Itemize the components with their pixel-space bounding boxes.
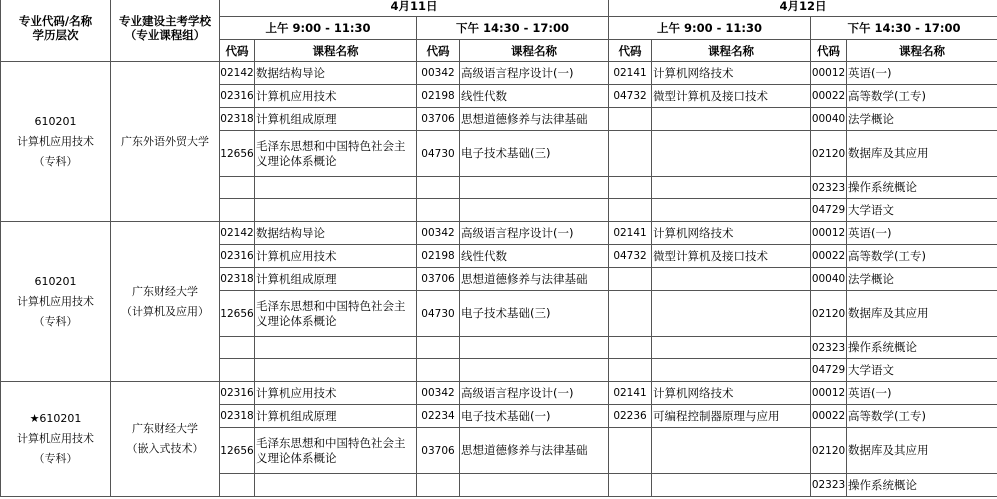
course-name-cell: 毛泽东思想和中国特色社会主义理论体系概论 (255, 131, 417, 177)
course-code-cell (609, 131, 652, 177)
course-code-cell: 04730 (417, 131, 460, 177)
course-name-cell: 计算机组成原理 (255, 405, 417, 428)
course-name-cell (652, 131, 811, 177)
school-cell (111, 382, 220, 497)
course-code-cell: 04732 (609, 245, 652, 268)
course-name-cell: 毛泽东思想和中国特色社会主义理论体系概论 (255, 428, 417, 474)
course-code-cell (609, 359, 652, 382)
school-line: 广东财经大学 (132, 422, 198, 435)
major-line: 610201 (34, 114, 77, 128)
course-code-cell: 12656 (220, 291, 255, 337)
course-name-cell (652, 108, 811, 131)
course-code-cell (609, 177, 652, 199)
course-code-cell (609, 337, 652, 359)
course-code-cell (609, 108, 652, 131)
course-code-cell: 02323 (811, 177, 847, 199)
session-header-day2-am: 上午 9:00 - 11:30 (609, 17, 811, 40)
course-code-cell: 04732 (609, 85, 652, 108)
course-name-cell: 思想道德修养与法律基础 (460, 108, 609, 131)
course-code-cell: 02236 (609, 405, 652, 428)
course-code-cell: 04729 (811, 199, 847, 222)
course-name-cell: 计算机组成原理 (255, 268, 417, 291)
course-code-cell: 02141 (609, 382, 652, 405)
course-name-cell: 思想道德修养与法律基础 (460, 268, 609, 291)
course-name-cell (255, 199, 417, 222)
course-code-cell (609, 268, 652, 291)
course-name-cell: 电子技术基础(三) (460, 291, 609, 337)
major-line: ★610201 (29, 412, 82, 425)
course-code-cell: 02198 (417, 85, 460, 108)
course-name-cell: 英语(一) (847, 222, 997, 245)
course-name-cell: 线性代数 (460, 85, 609, 108)
course-name-cell: 数据库及其应用 (847, 428, 997, 474)
course-code-cell: 02318 (220, 108, 255, 131)
course-code-cell (417, 337, 460, 359)
course-name-cell (460, 199, 609, 222)
course-code-cell: 00012 (811, 62, 847, 85)
course-code-cell (609, 474, 652, 497)
course-name-cell: 高级语言程序设计(一) (460, 222, 609, 245)
course-name-cell: 线性代数 (460, 245, 609, 268)
course-code-cell: 02141 (609, 62, 652, 85)
course-name-cell: 法学概论 (847, 268, 997, 291)
course-column-header: 课程名称 (847, 40, 997, 62)
day-header-april-11: 4月11日 (220, 0, 609, 17)
course-name-cell (652, 474, 811, 497)
course-name-cell (255, 359, 417, 382)
school-column-header: 专业建设主考学校 （专业课程组） (111, 0, 220, 62)
course-code-cell: 03706 (417, 428, 460, 474)
course-name-cell: 英语(一) (847, 382, 997, 405)
course-code-cell: 00342 (417, 222, 460, 245)
course-code-cell: 02323 (811, 337, 847, 359)
course-column-header: 课程名称 (652, 40, 811, 62)
course-code-cell (609, 428, 652, 474)
code-column-header: 代码 (220, 40, 255, 62)
table-row (1, 382, 997, 405)
course-name-cell: 高等数学(工专) (847, 405, 997, 428)
course-name-cell (652, 199, 811, 222)
major-line: （专科） (33, 154, 78, 168)
course-name-cell: 数据库及其应用 (847, 131, 997, 177)
course-code-cell: 00012 (811, 222, 847, 245)
course-code-cell: 04730 (417, 291, 460, 337)
course-code-cell: 04729 (811, 359, 847, 382)
course-code-cell (417, 199, 460, 222)
course-code-cell: 02198 (417, 245, 460, 268)
course-code-cell (220, 474, 255, 497)
school-line: （嵌入式技术） (126, 442, 204, 455)
course-name-cell (460, 474, 609, 497)
course-code-cell: 00342 (417, 62, 460, 85)
course-name-cell (652, 177, 811, 199)
major-line: （专科） (33, 314, 78, 328)
course-name-cell (255, 337, 417, 359)
day-header-april-12: 4月12日 (609, 0, 997, 17)
course-name-cell: 操作系统概论 (847, 337, 997, 359)
course-code-cell (220, 199, 255, 222)
course-code-cell: 00022 (811, 85, 847, 108)
course-name-cell: 数据结构导论 (255, 222, 417, 245)
school-line: 广东外语外贸大学 (121, 134, 209, 148)
course-code-cell: 00040 (811, 108, 847, 131)
course-name-cell: 思想道德修养与法律基础 (460, 428, 609, 474)
course-code-cell (417, 359, 460, 382)
course-code-cell: 00342 (417, 382, 460, 405)
course-name-cell: 英语(一) (847, 62, 997, 85)
course-name-cell (460, 177, 609, 199)
course-name-cell: 计算机应用技术 (255, 85, 417, 108)
code-column-header: 代码 (811, 40, 847, 62)
major-line: 计算机应用技术 (17, 432, 94, 445)
course-name-cell: 计算机网络技术 (652, 222, 811, 245)
course-name-cell: 数据结构导论 (255, 62, 417, 85)
course-code-cell: 12656 (220, 131, 255, 177)
course-code-cell (220, 359, 255, 382)
course-code-cell: 00012 (811, 382, 847, 405)
course-name-cell: 计算机应用技术 (255, 382, 417, 405)
course-code-cell (609, 291, 652, 337)
major-column-header: 专业代码/名称 学历层次 (1, 0, 111, 62)
course-code-cell: 02316 (220, 382, 255, 405)
school-line: 广东财经大学 (132, 284, 198, 298)
course-name-cell: 电子技术基础(三) (460, 131, 609, 177)
course-name-cell: 微型计算机及接口技术 (652, 245, 811, 268)
code-column-header: 代码 (417, 40, 460, 62)
course-name-cell: 计算机组成原理 (255, 108, 417, 131)
course-name-cell: 微型计算机及接口技术 (652, 85, 811, 108)
table-row (1, 222, 997, 245)
course-name-cell: 高级语言程序设计(一) (460, 62, 609, 85)
course-name-cell: 操作系统概论 (847, 177, 997, 199)
major-line: 610201 (34, 274, 77, 288)
course-code-cell: 12656 (220, 428, 255, 474)
course-code-cell: 00040 (811, 268, 847, 291)
school-cell (111, 62, 220, 222)
school-cell (111, 222, 220, 382)
course-code-cell: 02323 (811, 474, 847, 497)
course-column-header: 课程名称 (255, 40, 417, 62)
course-name-cell: 高等数学(工专) (847, 245, 997, 268)
course-name-cell: 大学语文 (847, 199, 997, 222)
course-code-cell: 03706 (417, 108, 460, 131)
course-name-cell (652, 268, 811, 291)
major-line: 计算机应用技术 (17, 294, 94, 308)
table-row (1, 62, 997, 85)
course-name-cell: 高级语言程序设计(一) (460, 382, 609, 405)
course-name-cell (460, 337, 609, 359)
course-name-cell (652, 428, 811, 474)
course-name-cell: 计算机网络技术 (652, 382, 811, 405)
course-name-cell: 电子技术基础(一) (460, 405, 609, 428)
course-name-cell (255, 474, 417, 497)
course-name-cell: 毛泽东思想和中国特色社会主义理论体系概论 (255, 291, 417, 337)
course-name-cell (460, 359, 609, 382)
major-line: （专科） (33, 452, 78, 465)
course-column-header: 课程名称 (460, 40, 609, 62)
course-name-cell: 可编程控制器原理与应用 (652, 405, 811, 428)
course-code-cell: 02142 (220, 62, 255, 85)
major-cell (1, 382, 111, 497)
course-code-cell: 02318 (220, 268, 255, 291)
course-name-cell: 计算机应用技术 (255, 245, 417, 268)
course-code-cell: 03706 (417, 268, 460, 291)
course-name-cell: 法学概论 (847, 108, 997, 131)
major-cell (1, 222, 111, 382)
session-header-day1-am: 上午 9:00 - 11:30 (220, 17, 417, 40)
course-name-cell (652, 291, 811, 337)
session-header-day1-pm: 下午 14:30 - 17:00 (417, 17, 609, 40)
course-code-cell: 02141 (609, 222, 652, 245)
course-name-cell: 计算机网络技术 (652, 62, 811, 85)
course-code-cell (417, 474, 460, 497)
course-name-cell: 操作系统概论 (847, 474, 997, 497)
course-code-cell: 00022 (811, 405, 847, 428)
course-code-cell: 02234 (417, 405, 460, 428)
course-code-cell: 02318 (220, 405, 255, 428)
course-code-cell (609, 199, 652, 222)
course-code-cell (220, 337, 255, 359)
course-code-cell: 02120 (811, 291, 847, 337)
course-name-cell: 大学语文 (847, 359, 997, 382)
course-name-cell (652, 337, 811, 359)
course-code-cell: 02316 (220, 245, 255, 268)
course-code-cell (220, 177, 255, 199)
course-code-cell: 02142 (220, 222, 255, 245)
course-code-cell: 02316 (220, 85, 255, 108)
course-code-cell: 02120 (811, 131, 847, 177)
code-column-header: 代码 (609, 40, 652, 62)
course-code-cell: 00022 (811, 245, 847, 268)
course-code-cell (417, 177, 460, 199)
course-code-cell: 02120 (811, 428, 847, 474)
major-cell (1, 62, 111, 222)
course-name-cell: 高等数学(工专) (847, 85, 997, 108)
session-header-day2-pm: 下午 14:30 - 17:00 (811, 17, 997, 40)
school-line: （计算机及应用） (121, 304, 209, 318)
course-name-cell (652, 359, 811, 382)
major-line: 计算机应用技术 (17, 134, 94, 148)
course-name-cell (255, 177, 417, 199)
course-name-cell: 数据库及其应用 (847, 291, 997, 337)
